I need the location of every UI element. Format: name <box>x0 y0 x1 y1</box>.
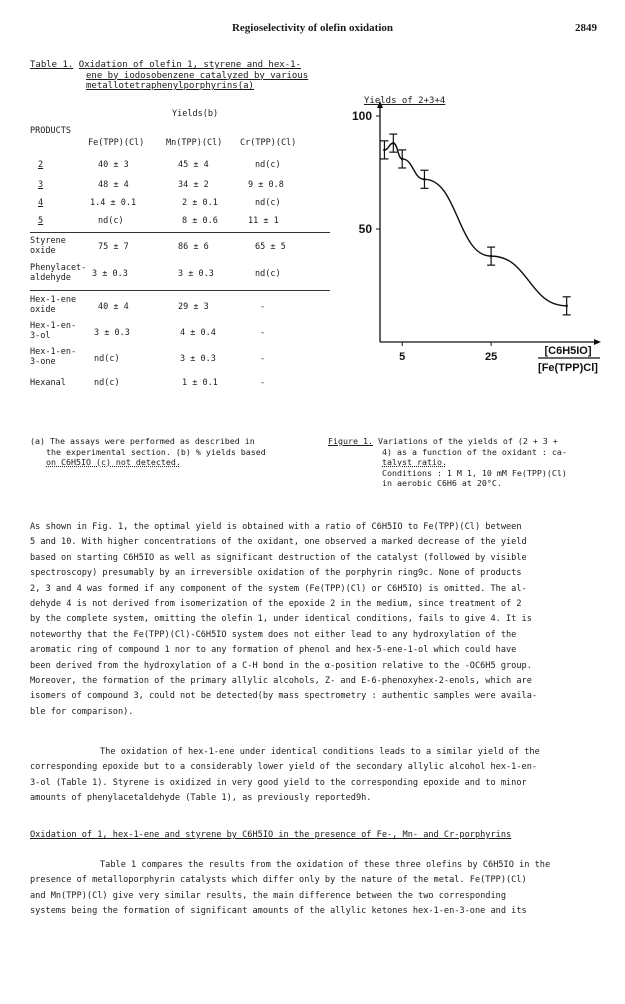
table-row-product: Phenylacet- aldehyde <box>30 263 87 283</box>
table-cell: 1.4 ± 0.1 <box>90 198 137 208</box>
table-row-product: 4 <box>38 198 44 208</box>
table-cell: 1 ± 0.1 <box>182 378 218 388</box>
table-cell: 9 ± 0.8 <box>248 180 284 190</box>
x-tick-label: 25 <box>484 351 498 363</box>
y-tick-label: 50 <box>358 222 372 236</box>
body-paragraph <box>30 745 605 807</box>
table-row-product: Styrene oxide <box>30 236 66 256</box>
table-caption-line: Oxidation of olefin 1, styrene and hex-1- <box>78 60 301 70</box>
table-cell: 48 ± 4 <box>98 180 129 190</box>
table-cell: nd(c) <box>255 269 281 279</box>
text-line: Table 1 compares the results from the oxidation of these three olefins by C6H5IO in the <box>100 860 551 870</box>
column-header-mn: Mn(TPP)(Cl) <box>166 138 223 148</box>
table-row-product: Hex-1-en- 3-ol <box>30 321 77 341</box>
x-axis-arrow <box>594 339 601 345</box>
figure-caption-line: Variations of the yields of (2 + 3 + <box>377 436 558 446</box>
table-rule <box>30 290 330 291</box>
table-row-product: Hexanal <box>30 378 66 388</box>
table-rule <box>30 232 330 233</box>
table-cell: nd(c) <box>255 160 281 170</box>
table-cell: 65 ± 5 <box>255 242 286 252</box>
table-footnote <box>30 436 330 468</box>
text-line: 5 and 10. With higher concentrations of the oxidant, one observed a marked decrease of the yield <box>30 537 527 548</box>
series-line <box>384 143 566 306</box>
table-cell: - <box>260 354 266 364</box>
yields-header: Yields(b) <box>172 109 219 119</box>
text-line: Moreover, the formation of the primary allylic alcohols, Z- and E-6-phenoxyhex-2-enols, which are <box>30 676 532 687</box>
body-paragraph <box>30 520 605 720</box>
text-line: by the complete system, omitting the olefin 1, under identical conditions, fails to give 4. It is <box>30 614 532 625</box>
footnote-line: on C6H5IO (c) not detected. <box>46 457 181 467</box>
table-caption-line: metallotetraphenylporphyrins(a) <box>86 81 254 91</box>
chart-ylabel: Yields of 2+3+4 <box>364 96 446 106</box>
text-line: presence of metalloporphyrin catalysts which differ only by the nature of the metal. Fe(TPP)(Cl) <box>30 875 527 886</box>
footnote-line: the experimental section. (b) % yields based <box>46 446 266 457</box>
column-header-cr: Cr(TPP)(Cl) <box>240 138 297 148</box>
text-line: amounts of phenylacetaldehyde (Table 1), as previously reported9h. <box>30 793 372 804</box>
data-point <box>383 149 386 152</box>
data-point <box>490 255 493 258</box>
table-cell: 45 ± 4 <box>178 160 209 170</box>
table-cell: 40 ± 4 <box>98 302 129 312</box>
x-axis-label-numerator: [C6H5IO] <box>544 345 592 357</box>
table-cell: - <box>260 302 266 312</box>
table-row-product: 3 <box>38 180 44 190</box>
text-line: corresponding epoxide but to a considerably lower yield of the secondary allylic alcohol hex-1-en- <box>30 762 538 773</box>
section-heading: Oxidation of 1, hex-1-ene and styrene by C6H5IO in the presence of Fe-, Mn- and Cr-porphyrins <box>30 830 512 840</box>
table-cell: nd(c) <box>94 354 120 364</box>
table-cell: 75 ± 7 <box>98 242 129 252</box>
page-number: 2849 <box>575 22 597 34</box>
text-line: 3-ol (Table 1). Styrene is oxidized in very good yield to the corresponding epoxide and to minor <box>30 777 527 788</box>
x-axis-label-denominator: [Fe(TPP)Cl] <box>538 362 598 374</box>
table-cell: 4 ± 0.4 <box>180 328 216 338</box>
table-row-product: Hex-1-ene oxide <box>30 295 77 315</box>
figure-caption-label: Figure 1. <box>328 436 373 446</box>
figure-caption-line: 4) as a function of the oxidant : ca- <box>382 446 567 457</box>
table-cell: 40 ± 3 <box>98 160 129 170</box>
table-cell: 29 ± 3 <box>178 302 209 312</box>
table-cell: 86 ± 6 <box>178 242 209 252</box>
products-header: PRODUCTS <box>30 126 71 136</box>
data-point <box>565 305 568 308</box>
table-cell: 11 ± 1 <box>248 216 279 226</box>
table-row-product: 5 <box>38 216 44 226</box>
table-cell: 3 ± 0.3 <box>180 354 216 364</box>
column-header-fe: Fe(TPP)(Cl) <box>88 138 145 148</box>
text-line: The oxidation of hex-1-ene under identical conditions leads to a similar yield of the <box>100 747 540 757</box>
table-cell: 2 ± 0.1 <box>182 198 218 208</box>
table-caption <box>30 60 360 92</box>
table-cell: 34 ± 2 <box>178 180 209 190</box>
text-line: spectroscopy) presumably by an irreversible oxidation of the porphyrin ring9c. None of products <box>30 568 522 579</box>
data-point <box>401 158 404 161</box>
data-point <box>392 142 395 145</box>
table-cell: 3 ± 0.3 <box>94 328 130 338</box>
table-cell: nd(c) <box>98 216 124 226</box>
text-line: noteworthy that the Fe(TPP)(Cl)-C6H5IO system does not either lead to any hydroxylation of the <box>30 629 517 640</box>
figure-caption-line: Conditions : 1 M 1, 10 mM Fe(TPP)(Cl) <box>382 467 567 478</box>
table-cell: nd(c) <box>255 198 281 208</box>
table-cell: - <box>260 378 266 388</box>
figure-caption <box>328 436 608 489</box>
table-row-product: 2 <box>38 160 44 170</box>
table-cell: - <box>260 328 266 338</box>
table-cell: 3 ± 0.3 <box>92 269 128 279</box>
data-point <box>423 178 426 181</box>
text-line: As shown in Fig. 1, the optimal yield is obtained with a ratio of C6H5IO to Fe(TPP)(Cl) between <box>30 522 522 532</box>
footnote-line: (a) The assays were performed as described in <box>30 436 255 446</box>
text-line: 2, 3 and 4 was formed if any component of the system (Fe(TPP)(Cl) or C6H5IO) is omitted. The al- <box>30 583 527 594</box>
y-tick-label: 100 <box>351 109 372 123</box>
table-row-product: Hex-1-en- 3-one <box>30 347 77 367</box>
text-line: aromatic ring of compound 1 nor to any formation of phenol and hex-5-ene-1-ol which could have <box>30 645 517 656</box>
figure-caption-line: in aerobic C6H6 at 20°C. <box>382 478 502 488</box>
table-cell: nd(c) <box>94 378 120 388</box>
text-line: isomers of compound 3, could not be detected(by mass spectrometry : authentic samples were availa- <box>30 691 538 702</box>
text-line: and Mn(TPP)(Cl) give very similar results, the main difference between the two corresponding <box>30 890 506 901</box>
text-line: ble for comparison). <box>30 706 134 717</box>
x-tick-label: 5 <box>399 351 406 363</box>
text-line: based on starting C6H5IO as well as significant destruction of the catalyst (followed by visible <box>30 552 527 563</box>
running-title: Regioselectivity of olefin oxidation <box>231 22 393 34</box>
table-cell: 3 ± 0.3 <box>178 269 214 279</box>
text-line: systems being the formation of significant amounts of the allylic ketones hex-1-en-3-one and its <box>30 906 527 917</box>
text-line: been derived from the hydroxylation of a C-H bond in the α-position relative to the -OC6H5 group. <box>30 660 532 671</box>
text-line: dehyde 4 is not derived from isomerization of the epoxide 2 in the medium, since treatment of 2 <box>30 599 522 610</box>
table-caption-line: ene by iodosobenzene catalyzed by various <box>86 70 309 81</box>
table-cell: 8 ± 0.6 <box>182 216 218 226</box>
table-caption-label: Table 1. <box>30 60 74 70</box>
figure-caption-line: talyst ratio. <box>382 457 447 467</box>
body-paragraph <box>30 858 605 920</box>
yield-chart <box>330 96 610 386</box>
